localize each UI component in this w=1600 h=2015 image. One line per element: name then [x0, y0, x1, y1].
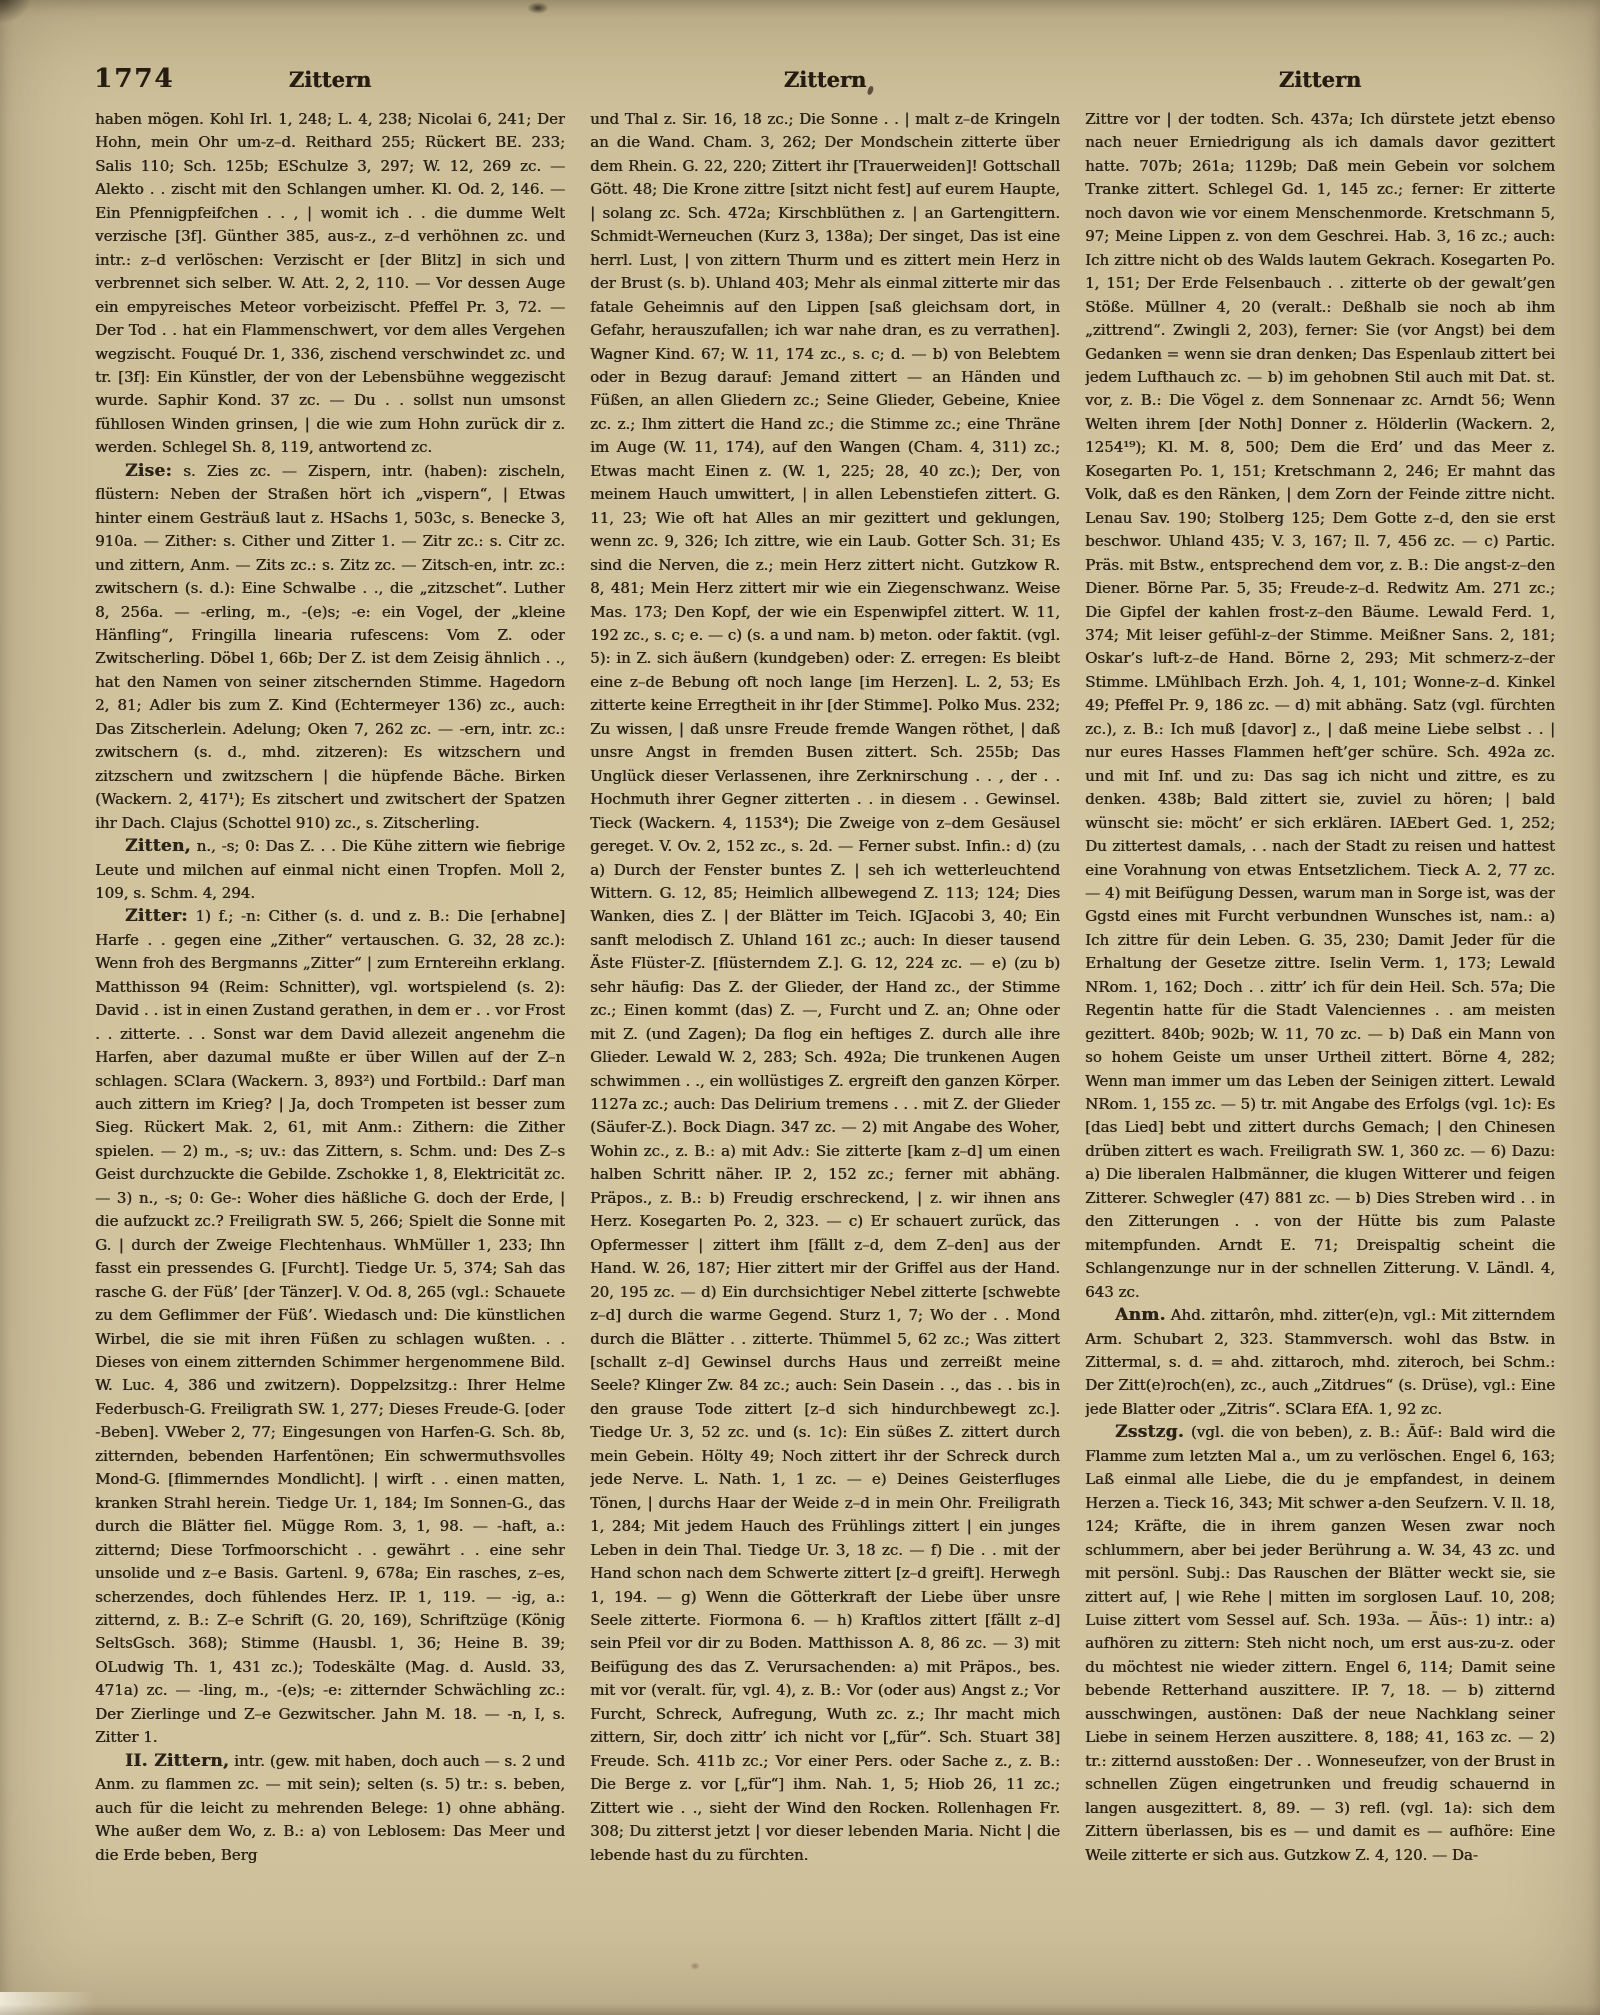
- running-head-column-3: Zittern: [1278, 67, 1362, 92]
- entry-headword: Zitter:: [125, 906, 188, 927]
- entry-headword: Anm.: [1115, 1305, 1166, 1326]
- paper-bottom-edge: [0, 2004, 1600, 2015]
- paragraph-text: Zittre vor | der todten. Sch. 437a; Ich dürstete jetzt ebenso nach neuer Erniedrigung als ich damals davor gezittert hatte. 707b; 261a; 1129b; Daß mein Gebein vor solchem Tranke zittert. Schlegel Gd. 1, 145 zc.; ferner: Er zitterte noch davon wie vor einem Menschenmorde. Kretschmann 5, 97; Meine Lippen z. von dem Geschrei. Hab. 3, 16 zc.; auch: Ich zittre nicht ob des Walds lautem Gekrach. Kosegarten Po. 1, 151; Der Erde Felsenbauch . . zitterte ob der gewalt’gen Stöße. Müllner 4, 20 (veralt.: Deßhalb sie noch ab ihm „zittrend“. Zwingli 2, 203), ferner: Sie (vor Angst) bei dem Gedanken = wenn sie dran denken; Das Espenlaub zittert bei jedem Lufthauch zc. — b) im gehobnen Stil auch mit Dat. st. vor, z. B.: Die Vögel z. dem Sonnenaar zc. Arndt 56; Wenn Welten ihrem [der Noth] Donner z. Hölderlin (Wackern. 2, 1254¹⁹); Kl. M. 8, 500; Dem die Erd’ und das Meer z. Kosegarten Po. 1, 151; Kretschmann 2, 246; Er mahnt das Volk, daß es den Ränken, | dem Zorn der Feinde zittre nicht. Lenau Sav. 190; Stolberg 125; Dem Gotte z–d, den sie erst beschwor. Uhland 435; V. 3, 167; Il. 7, 456 zc. — c) Partic. Präs. mit Bstw., entsprechend dem vor, z. B.: Die angst-z–den Diener. Börne Par. 5, 35; Freude-z–d. Redwitz Am. 271 zc.; Die Gipfel der kahlen frost-z–den Bäume. Lewald Ferd. 1, 374; Mit leiser gefühl-z–der Stimme. Meißner Sans. 2, 181; Oskar’s luft-z–de Hand. Börne 2, 293; Mit schmerz-z–der Stimme. LMühlbach Erzh. Joh. 4, 1, 101; Wonne-z–d. Kinkel 49; Pfeffel Pr. 9, 186 zc. — d) mit abhäng. Satz (vgl. fürchten zc.), z. B.: Ich muß [davor] z., | daß meine Liebe selbst . . | nur eures Hasses Flammen heft’ger schüre. Sch. 492a zc. und mit Inf. und zu: Das sag ich nicht und zittre, es zu denken. 438b; Bald zittert sie, zuviel zu hören; | bald wünscht sie: möcht’ er sich erklären. IAEbert Ged. 1, 252; Du zittertest damals, . . nach der Stadt zu reisen und hattest eine Vorahnung von etwas Entsetzlichem. Tieck A. 2, 77 zc. — 4) mit Beifügung Dessen, warum man in Sorge ist, was der Ggstd eines mit Furcht verbundnen Wunsches ist, nam.: a) Ich zittre für dein Leben. G. 35, 230; Damit Jeder für die Erhaltung der Gesetze zittre. Iselin Verm. 1, 173; Lewald NRom. 1, 162; Doch . . zittr’ ich für dein Heil. Sch. 57a; Die Regentin hatte für die Stadt Valenciennes . . am meisten gezittert. 840b; 902b; W. 11, 70 zc. — b) Daß ein Mann von so hohem Geiste um unser Urtheil zittert. Börne 4, 282; Wenn man immer um das Leben der Seinigen zittert. Lewald NRom. 1, 155 zc. — 5) tr. mit Angabe des Erfolgs (vgl. 1c): Es [das Lied] bebt und zittert durchs Gemach; | den Chinesen drüben zittert es wach. Freiligrath SW. 1, 360 zc. — 6) Dazu: a) Die liberalen Halbmänner, die klugen Witterer und feigen Zitterer. Schwegler (47) 881 zc. — b) Dies Streben wird . . in den Zitterungen . . von der Hütte bis zum Palaste mitempfunden. Arndt E. 71; Dreispaltig scheint die Schlangenzunge nur in der schnellen Zitterung. V. Ländl. 4, 643 zc.: [1085, 110, 1555, 1301]
- text-column-3: [1085, 108, 1555, 1964]
- dictionary-paragraph: [95, 835, 565, 905]
- text-column-1: [95, 108, 565, 1964]
- page-number: 1774: [94, 64, 175, 94]
- dictionary-paragraph: [1085, 1421, 1555, 1867]
- running-head-column-1: Zittern: [288, 67, 372, 92]
- dictionary-paragraph: [590, 108, 1060, 1867]
- dictionary-paragraph: [95, 1750, 565, 1867]
- dictionary-paragraph: [95, 905, 565, 1749]
- dictionary-paragraph: [1085, 1304, 1555, 1421]
- paragraph-text: 1) f.; -n: Cither (s. d. und z. B.: Die [erhabne] Harfe . . gegen eine „Zither“ vertauschen. G. 32, 28 zc.): Wenn froh des Bergmanns „Zitter“ | zum Erntereihn erklang. Matthisson 94 (Reim: Schnitter), vgl. wortspielend (s. 2): David . . ist in einen Zustand gerathen, in dem er . . vor Frost . . zitterte. . . Sonst war dem David allezeit angenehm die Harfen, aber dazumal mußte er über Willen auf der Z–n schlagen. SClara (Wackern. 3, 893²) und Fortbild.: Darf man auch zittern im Krieg? | Ja, doch Trompeten ist besser zum Sieg. Rückert Mak. 2, 61, mit Anm.: Zithern: die Zither spielen. — 2) m., -s; uv.: das Zittern, s. Schm. und: Des Z–s Geist durchzuckte die Gebilde. Zschokke 1, 8, Elektricität zc. — 3) n., -s; 0: Ge-: Woher dies häßliche G. doch der Erde, | die aufzuckt zc.? Freiligrath SW. 5, 266; Spielt die Sonne mit G. | durch der Zweige Flechtenhaus. WhMüller 1, 233; Ihn fasst ein pressendes G. [Furcht]. Tiedge Ur. 5, 374; Sah das rasche G. der Füß’ [der Tänzer]. V. Od. 8, 265 (vgl.: Schauete zu dem Geflimmer der Füß’. Wiedasch und: Die künstlichen Wirbel, die sie mit ihren Füßen zu schlagen wußten. . . Dieses von einem zitternden Schimmer hergenommene Bild. W. Luc. 4, 386 und zwitzern). Doppelzsitzg.: Ihrer Helme Federbusch-G. Freiligrath SW. 1, 277; Dieses Freude-G. [oder -Beben]. VWeber 2, 77; Eingesungen von Harfen-G. Sch. 8b, zitternden, bebenden Harfentönen; Ein schwermuthsvolles Mond-G. [flimmerndes Mondlicht]. | wirft . . einen matten, kranken Strahl herein. Tiedge Ur. 1, 184; Im Sonnen-G., das durch die Blätter fiel. Mügge Rom. 3, 1, 98. — -haft, a.: zitternd; Diese Torfmoorschicht . . gewährt . . eine sehr unsolide und z–e Basis. Gartenl. 9, 678a; Ein rasches, z–es, scherzendes, doch fühlendes Herz. IP. 1, 119. — -ig, a.: zitternd, z. B.: Z–e Schrift (G. 20, 169), Schriftzüge (König SeltsGsch. 368); Stimme (Hausbl. 1, 36; Heine B. 39; OLudwig Th. 1, 431 zc.); Todeskälte (Mag. d. Ausld. 33, 471a) zc. — -ling, m., -(e)s; -e: zitternder Schwächling zc.: Der Zierlinge und Z–e Gezwitscher. Jahn M. 18. — -n, I, s. Zitter 1.: [95, 907, 565, 1747]
- dictionary-paragraph: [95, 460, 565, 835]
- paragraph-text: intr. (gew. mit haben, doch auch — s. 2 und Anm. zu flammen zc. — mit sein); selten (s. 5) tr.: s. beben, auch für die leicht zu mehrenden Belege: 1) ohne abhäng. Whe außer dem Wo, z. B.: a) von Leblosem: Das Meer und die Erde beben, Berg: [95, 1751, 565, 1864]
- entry-headword: II. Zittern,: [125, 1750, 230, 1771]
- paragraph-text: n., -s; 0: Das Z. . . Die Kühe zittern wie fiebrige Leute und milchen auf einmal nicht einen Tropfen. Moll 2, 109, s. Schm. 4, 294.: [95, 837, 565, 902]
- paragraph-text: und Thal z. Sir. 16, 18 zc.; Die Sonne . . | malt z–de Kringeln an die Wand. Cham. 3, 262; Der Mondschein zitterte über dem Rhein. G. 22, 220; Zittert ihr [Trauerweiden]! Gottschall Gött. 48; Die Krone zittre [sitzt nicht fest] auf eurem Haupte, | solang zc. Sch. 472a; Kirschblüthen z. | an Gartengittern. Schmidt-Werneuchen (Kurz 3, 138a); Der singet, Das ist eine herrl. Lust, | von zittern Thurm und es zittert mein Herz in der Brust (s. b). Uhland 403; Mehr als einmal zitterte mir das fatale Geheimnis auf den Lippen [saß gleichsam dort, in Gefahr, herauszufallen; ich war nahe dran, es zu verrathen]. Wagner Kind. 67; W. 11, 174 zc., s. c; d. — b) von Belebtem oder in Bezug darauf: Jemand zittert — an Händen und Füßen, an allen Gliedern zc.; Seine Glieder, Gebeine, Kniee zc. z.; Ihm zittert die Hand zc.; die Stimme zc.; eine Thräne im Auge (W. 11, 174), auf den Wangen (Cham. 4, 311) zc.; Etwas macht Einen z. (W. 1, 225; 28, 40 zc.); Der, von meinem Hauch umwittert, | in allen Lebenstiefen zittert. G. 11, 23; Wie oft hat Alles an mir gezittert und geklungen, wenn zc. 9, 326; Ich zittre, wie ein Laub. Gotter Sch. 31; Es sind die Nerven, die z.; mein Herz zittert nicht. Gutzkow R. 8, 481; Mein Herz zittert mir wie ein Ziegenschwanz. Weise Mas. 173; Den Kopf, der wie ein Espenwipfel zittert. W. 11, 192 zc., s. c; e. — c) (s. a und nam. b) meton. oder faktit. (vgl. 5): in Z. sich äußern (kundgeben) oder: Z. erregen: Es bleibt eine z–de Bebung oft noch lange [im Herzen]. L. 2, 53; Es zitterte keine Erregtheit in ihr [der Stimme]. Polko Mus. 232; Zu wissen, | daß unsre Freude fremde Wangen röthet, | daß unsre Angst in fremden Busen zittert. Sch. 255b; Das Unglück dieser Verlassenen, ihre Zerknirschung . . , der . . Hochmuth ihrer Gegner zitterten . . in diesem . . Gewinsel. Tieck (Wackern. 4, 1153⁴); Die Zweige von z–dem Gesäusel gereget. V. Ov. 2, 152 zc., s. 2d. — Ferner subst. Infin.: d) (zu a) Durch der Fenster buntes Z. | seh ich wetterleuchtend Wittern. G. 12, 85; Heimlich allbewegend Z. 113; 124; Dies Wanken, dies Z. | der Blätter im Teich. IGJacobi 3, 40; Ein sanft melodisch Z. Uhland 161 zc.; auch: In dieser tausend Äste Flüster-Z. [flüsterndem Z.]. G. 12, 224 zc. — e) (zu b) sehr häufig: Das Z. der Glieder, der Hand zc., der Stimme zc.; Einen kommt (das) Z. —, Furcht und Z. an; Ohne oder mit Z. (und Zagen); Da flog ein heftiges Z. durch alle ihre Glieder. Lewald W. 2, 283; Sch. 492a; Die trunkenen Augen schwimmen . ., ein wollüstiges Z. ergreift den ganzen Körper. 1127a zc.; auch: Das Delirium tremens . . . mit Z. der Glieder (Säufer-Z.). Bock Diagn. 347 zc. — 2) mit Angabe des Woher, Wohin zc., z. B.: a) mit Adv.: Sie zitterte [kam z–d] um einen halben Schritt näher. IP. 2, 152 zc.; ferner mit abhäng. Präpos., z. B.: b) Freudig erschreckend, | z. wir ihnen ans Herz. Kosegarten Po. 2, 323. — c) Er schauert zurück, das Opfermesser | zittert ihm [fällt z–d, dem Z–den] aus der Hand. W. 26, 187; Hier zittert mir der Griffel aus der Hand. 20, 195 zc. — d) Ein durchsichtiger Nebel zitterte [schwebte z–d] durch die warme Gegend. Sturz 1, 7; Wo der . . Mond durch die Blätter . . zitterte. Thümmel 5, 62 zc.; Was zittert [schallt z–d] Gewinsel durchs Haus und zerreißt meine Seele? Klinger Zw. 84 zc.; auch: Sein Dasein . ., das . . bis in den grause Tode zittert [z–d sich hindurchbewegt zc.]. Tiedge Ur. 3, 52 zc. und (s. 1c): Ein süßes Z. zittert durch mein Gebein. Hölty 49; Noch zittert ihr der Schreck durch jede Nerve. L. Nath. 1, 1 zc. — e) Deines Geisterfluges Tönen, | durchs Haar der Weide z–d in mein Ohr. Freiligrath 1, 284; Mit jedem Hauch des Frühlings zittert | ein junges Leben in dein Thal. Tiedge Ur. 3, 18 zc. — f) Die . . mit der Hand schon nach dem Schwerte zittert [z–d greift]. Herwegh 1, 194. — g) Wenn die Götterkraft der Liebe über unsre Seele zitterte. Fiormona 6. — h) Kraftlos zittert [fällt z–d] sein Pfeil vor dir zu Boden. Matthisson A. 8, 86 zc. — 3) mit Beifügung des das Z. Verursachenden: a) mit Präpos., bes. mit vor (veralt. für, vgl. 4), z. B.: Vor (oder aus) Angst z.; Vor Furcht, Schreck, Aufregung, Wuth zc. z.; Ihr macht mich zittern, Sir, doch zittr’ ich nicht vor [„für“. Sch. Stuart 38] Freude. Sch. 411b zc.; Vor einer Pers. oder Sache z., z. B.: Die Berge z. vor [„für“] ihm. Nah. 1, 5; Hiob 26, 11 zc.; Zittert wie . ., sieht der Wind den Rocken. Rollenhagen Fr. 308; Du zitterst jetzt | vor dieser lebenden Maria. Nicht | die lebende hast du zu fürchten.: [590, 110, 1060, 1864]
- paragraph-text: haben mögen. Kohl Irl. 1, 248; L. 4, 238; Nicolai 6, 241; Der Hohn, mein Ohr um-z–d. Reithard 255; Rückert BE. 233; Salis 110; Sch. 125b; ESchulze 3, 297; W. 12, 269 zc. — Alekto . . zischt mit den Schlangen umher. Kl. Od. 2, 146. — Ein Pfennigpfeifchen . . , | womit ich . . die dumme Welt verzische [3f]. Günther 385, aus-z., z–d verhöhnen zc. und intr.: z–d verlöschen: Verzischt er [der Blitz] in sich und verbrennet sich selber. W. Att. 2, 2, 110. — Vor dessen Auge ein empyreisches Meteor vorbeizischt. Pfeffel Pr. 3, 72. — Der Tod . . hat ein Flammenschwert, vor dem alles Vergehen wegzischt. Fouqué Dr. 1, 336, zischend verschwindet zc. und tr. [3f]: Ein Künstler, der von der Lebensbühne weggezischt wurde. Saphir Kond. 37 zc. — Du . . sollst nun umsonst fühllosen Winden grinsen, | die wie zum Hohn zurück dir z. werden. Schlegel Sh. 8, 119, antwortend zc.: [95, 110, 565, 457]
- dictionary-paragraph: [1085, 108, 1555, 1304]
- paragraph-text: (vgl. die von beben), z. B.: Āūf-: Bald wird die Flamme zum letzten Mal a., um zu verlöschen. Engel 6, 163; Laß einmal alle Liebe, die du je empfandest, in deinem Herzen a. Tieck 16, 343; Mit schwer a-den Seufzern. V. Il. 18, 124; Kräfte, die in ihrem ganzen Wesen zwar noch schlummern, aber bei jeder Berührung a. W. 34, 43 zc. und mit persönl. Subj.: Das Rauschen der Blätter weckt sie, sie zittert auf, | wie Rehe | mitten im sorglosen Lauf. 10, 208; Luise zittert vom Sessel auf. Sch. 193a. — Āūs-: 1) intr.: a) aufhören zu zittern: Steh nicht noch, um erst aus-zu-z. oder du möchtest nie wieder zittern. Engel 6, 114; Damit seine bebende Retterhand auszittere. IP. 7, 18. — b) zitternd ausschwingen, austönen: Daß der neue Nachklang seiner Liebe in seinem Herzen auszittere. 8, 188; 41, 163 zc. — 2) tr.: zitternd ausstoßen: Der . . Wonneseufzer, von der Brust in schnellen Zügen eingetrunken und freudig schauernd in langen ausgezittert. 8, 89. — 3) refl. (vgl. 1a): sich dem Zittern überlassen, bis es — und damit es — aufhöre: Eine Weile zitterte er sich aus. Gutzkow Z. 4, 120. — Da-: [1085, 1423, 1555, 1864]
- entry-headword: Zise:: [125, 460, 173, 481]
- page-header: [0, 64, 1600, 98]
- paragraph-text: Ahd. zittarôn, mhd. zitter(e)n, vgl.: Mit zitterndem Arm. Schubart 2, 323. Stammversch. wohl das Bstw. in Zittermal, s. d. = ahd. zittaroch, mhd. ziteroch, bei Schm.: Der Zitt(e)roch(en), zc., auch „Zitdrues“ (s. Drüse), vgl.: Eine jede Blatter oder „Zitris“. SClara EfA. 1, 92 zc.: [1085, 1306, 1555, 1418]
- entry-headword: Zitten,: [125, 836, 191, 857]
- paper-ink-speck: [527, 2, 549, 14]
- dictionary-paragraph: [95, 108, 565, 460]
- paragraph-text: s. Zies zc. — Zispern, intr. (haben): zischeln, flüstern: Neben der Straßen hört ich „vispern“, | Etwas hinter einem Gesträuß laut z. HSachs 1, 503c, s. Benecke 3, 910a. — Zither: s. Cither und Zitter 1. — Zitr zc.: s. Citr zc. und zittern, Anm. — Zits zc.: s. Zitz zc. — Zitsch-en, intr. zc.: zwitschern (s. d.): Eine Schwalbe . ., die „zitzschet“. Luther 8, 256a. — -erling, m., -(e)s; -e: ein Vogel, der „kleine Hänfling“, Fringilla linearia rufescens: Vom Z. oder Zwitscherling. Döbel 1, 66b; Der Z. ist dem Zeisig ähnlich . ., hat den Namen von seiner zitschernden Stimme. Hagedorn 2, 81; Adler bis zum Z. Kind (Echtermeyer 136) zc., auch: Das Zitscherlein. Adelung; Oken 7, 262 zc. — -ern, intr. zc.: zwitschern (s. d., mhd. zitzeren): Es witzschern und zitzschern und zwitzschern | die hüpfende Bäche. Birken (Wackern. 2, 417¹); Es zitschert und zwitschert der Spatzen ihr Dach. Clajus (Schottel 910) zc., s. Zitscherling.: [95, 461, 565, 832]
- entry-headword: Zsstzg.: [1115, 1422, 1184, 1443]
- paper-corner-stain: [0, 0, 32, 24]
- text-column-2: [590, 108, 1060, 1964]
- running-head-column-2: Zittern: [783, 67, 867, 92]
